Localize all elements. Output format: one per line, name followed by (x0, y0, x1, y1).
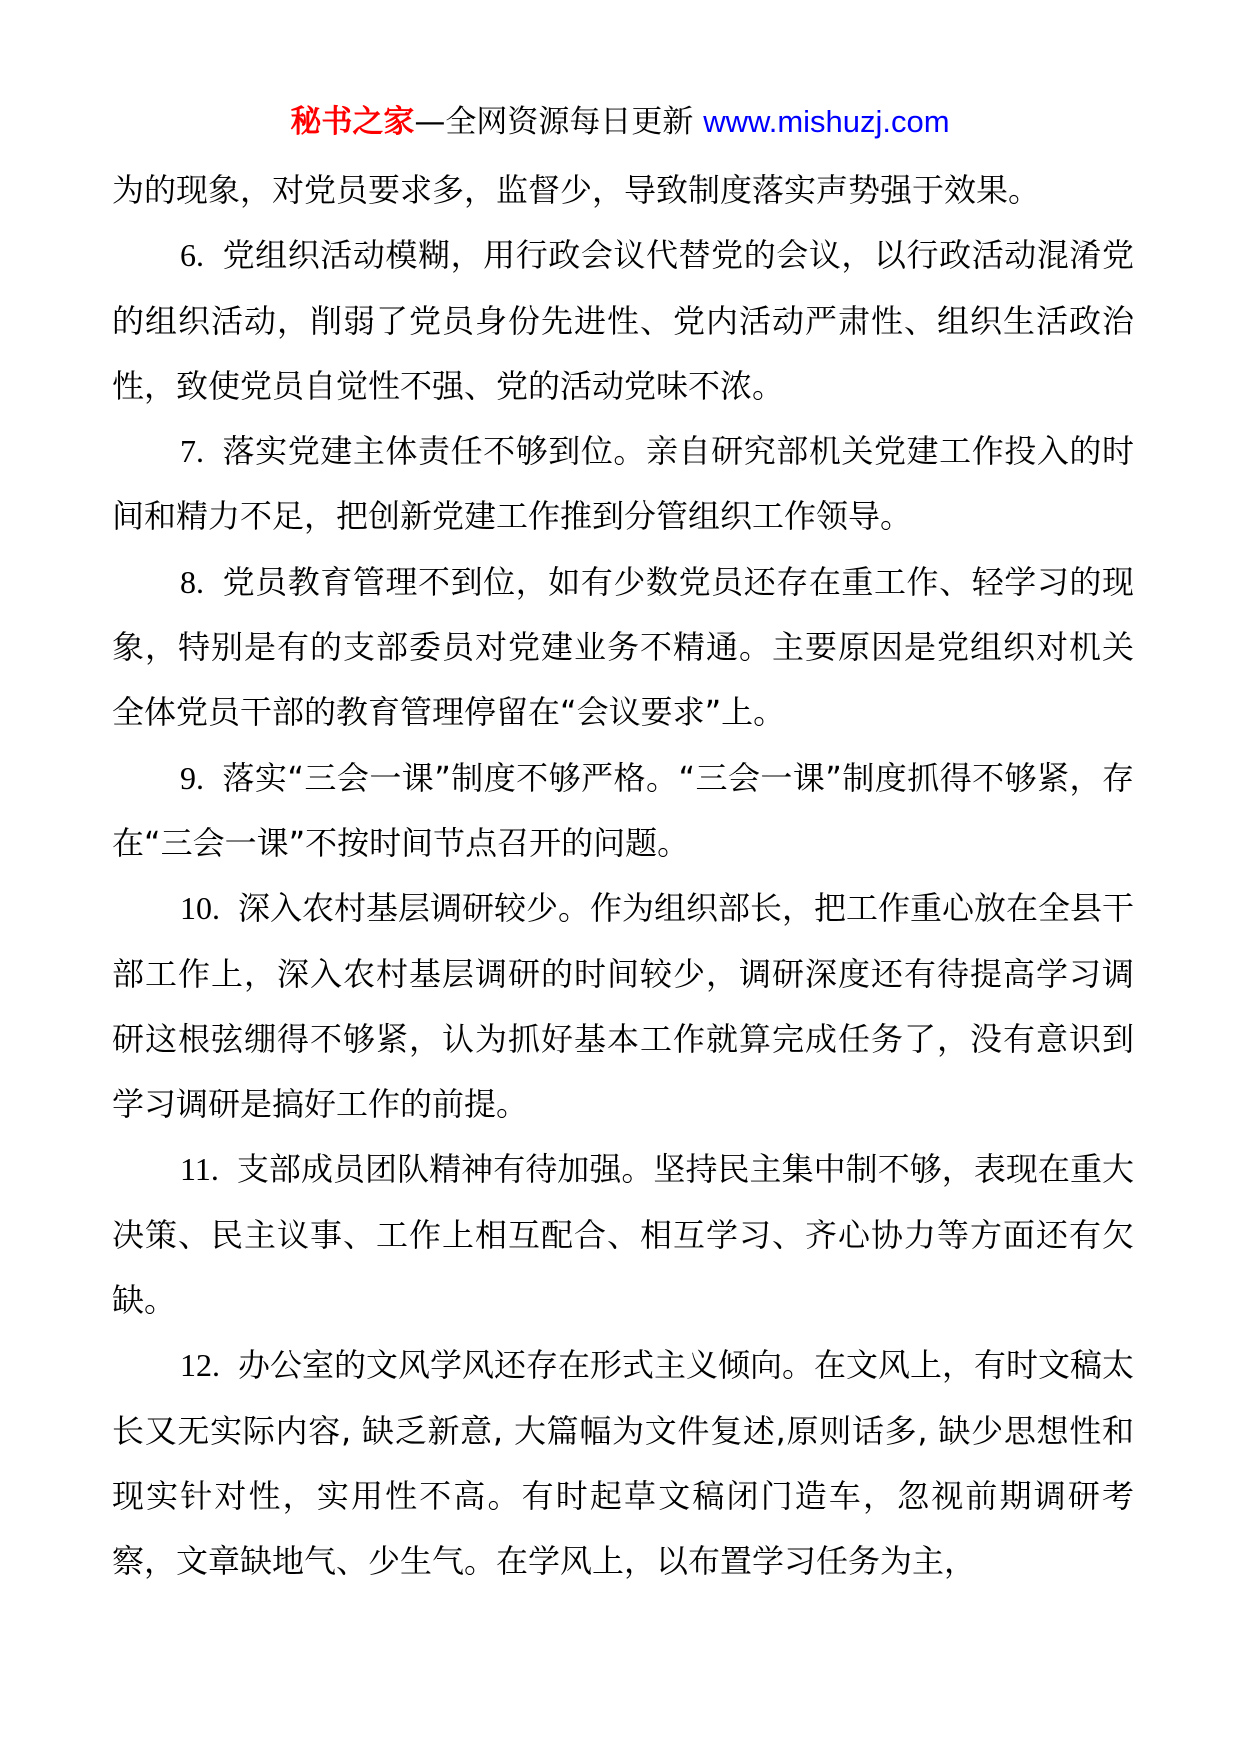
site-url-link[interactable]: www.mishuzj.com (703, 104, 950, 139)
item-number: 8. (180, 563, 204, 600)
paragraph-text: 党员教育管理不到位，如有少数党员还存在重工作、轻学习的现象，特别是有的支部委员对党建业务不精通。主要原因是党组织对机关全体党员干部的教育管理停留在“会议要求”上。 (112, 562, 1134, 732)
paragraph-item-8 (112, 550, 1134, 746)
paragraph-continuation (112, 158, 1134, 223)
paragraph-item-12 (112, 1333, 1134, 1594)
paragraph-item-9 (112, 746, 1134, 877)
paragraph-text: 办公室的文风学风还存在形式主义倾向。在文风上，有时文稿太长又无实际内容, 缺乏新意, 大篇幅为文件复述,原则话多, 缺少思想性和现实针对性，实用性不高。有时起草文稿闭门造车，忽视前期调研考察，文章缺地气、少生气。在学风上，以布置学习任务为主， (112, 1346, 1135, 1581)
item-number: 11. (180, 1151, 219, 1188)
paragraph-text: 深入农村基层调研较少。作为组织部长，把工作重心放在全县干部工作上，深入农村基层调研的时间较少，调研深度还有待提高学习调研这根弦绷得不够紧，认为抓好基本工作就算完成任务了，没有意识到学习调研是搞好工作的前提。 (112, 889, 1135, 1124)
site-tagline: —全网资源每日更新 (414, 104, 694, 140)
site-header (0, 100, 1240, 144)
paragraph-text: 落实“三会一课”制度不够严格。“三会一课”制度抓得不够紧，存在“三会一课”不按时间节点召开的问题。 (112, 758, 1134, 862)
item-number: 9. (180, 759, 204, 796)
document-body (112, 158, 1134, 1595)
item-number: 12. (180, 1347, 220, 1384)
paragraph-item-7 (112, 419, 1134, 550)
paragraph-text: 支部成员团队精神有待加强。坚持民主集中制不够，表现在重大决策、民主议事、工作上相互配合、相互学习、齐心协力等方面还有欠缺。 (112, 1150, 1134, 1320)
site-brand: 秘书之家 (290, 104, 415, 140)
paragraph-item-6 (112, 223, 1134, 419)
paragraph-item-11 (112, 1137, 1134, 1333)
paragraph-text: 落实党建主体责任不够到位。亲自研究部机关党建工作投入的时间和精力不足，把创新党建工作推到分管组织工作领导。 (112, 432, 1134, 536)
item-number: 6. (180, 237, 204, 274)
item-number: 10. (180, 890, 220, 927)
paragraph-text: 为的现象，对党员要求多，监督少，导致制度落实声势强于效果。 (112, 171, 1041, 209)
paragraph-text: 党组织活动模糊，用行政会议代替党的会议，以行政活动混淆党的组织活动，削弱了党员身份先进性、党内活动严肃性、组织生活政治性，致使党员自觉性不强、党的活动党味不浓。 (112, 236, 1134, 405)
paragraph-item-10 (112, 876, 1134, 1137)
item-number: 7. (180, 433, 204, 470)
